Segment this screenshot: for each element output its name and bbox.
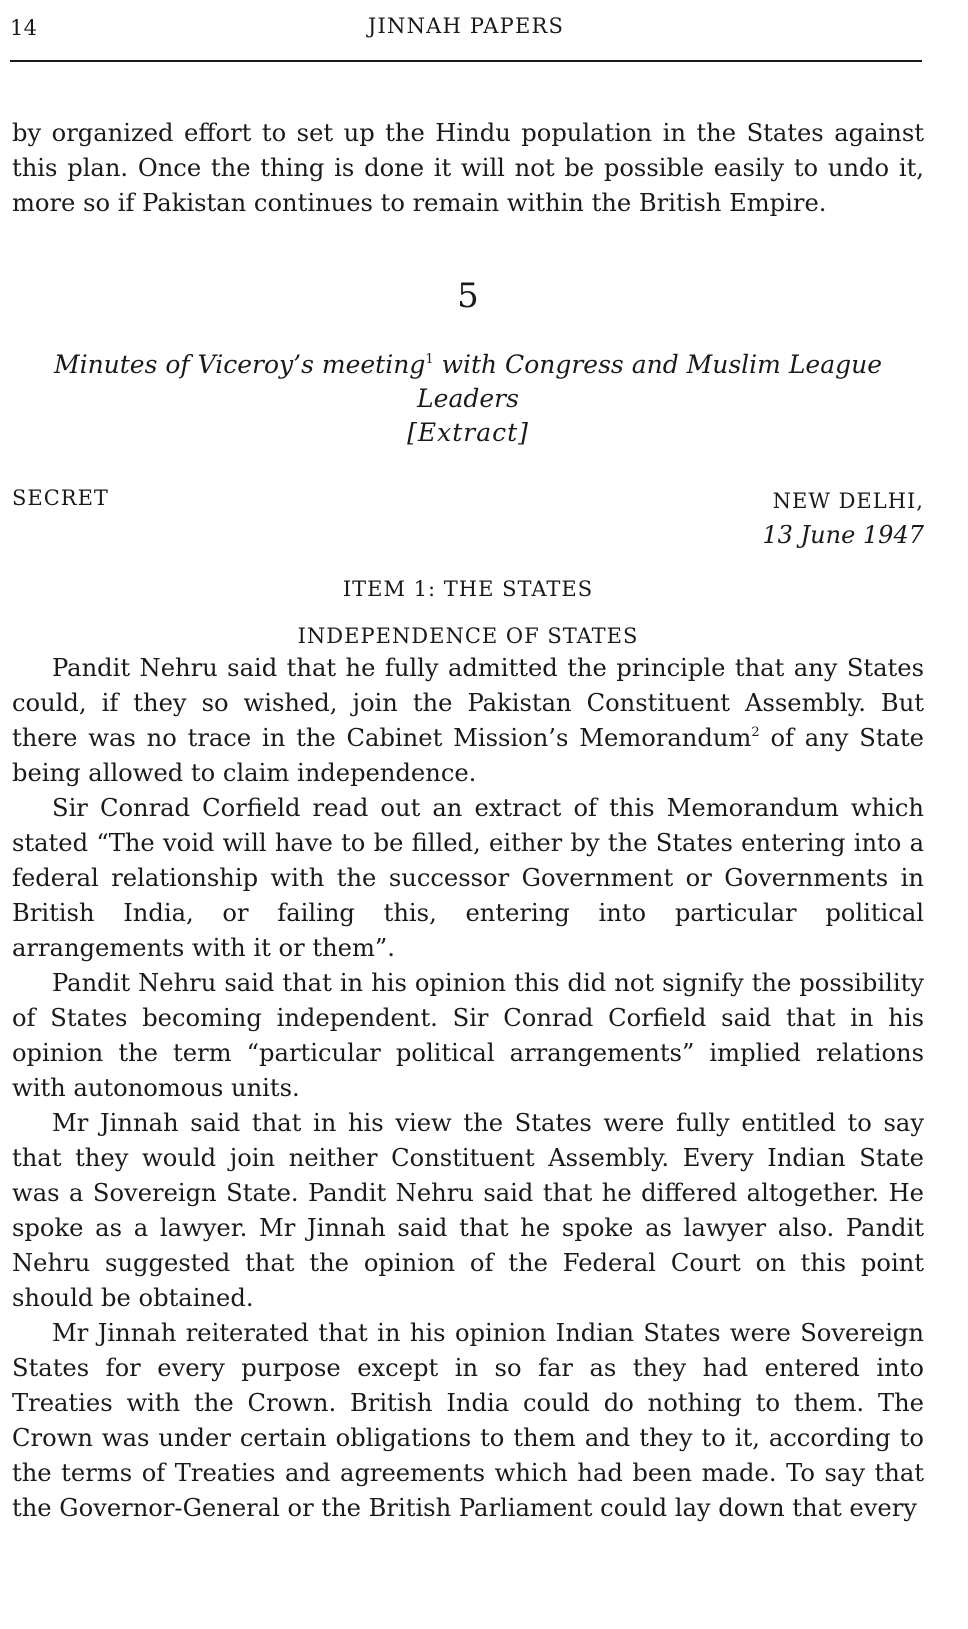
document-meta bbox=[12, 484, 924, 566]
title-footnote-marker: 1 bbox=[425, 352, 434, 367]
header-rule bbox=[10, 60, 922, 62]
document-title bbox=[12, 343, 924, 450]
running-title: JINNAH PAPERS bbox=[367, 14, 565, 38]
page-header bbox=[10, 8, 922, 44]
classification-label: SECRET bbox=[12, 486, 109, 510]
sub-heading: INDEPENDENCE OF STATES bbox=[297, 624, 639, 648]
paragraph-4: Mr Jinnah said that in his view the States were fully entitled to say that they would join neither Constituent Assembly. Every Indian State was a Sovereign State. Pandit Nehru said that he differed altogether. He spoke as a lawyer. Mr Jinnah said that he spoke as lawyer also. Pandit Nehru suggested that the opinion of the Federal Court on this point should be obtained. bbox=[12, 1109, 924, 1312]
paragraph-1-footnote-marker: 2 bbox=[751, 725, 760, 740]
title-text-part2: with Congress and Muslim League Leaders bbox=[417, 350, 883, 413]
page-number: 14 bbox=[10, 16, 38, 40]
place-label: NEW DELHI, bbox=[772, 489, 924, 513]
paragraph-1-text-b: of any State being allowed to claim independence. bbox=[12, 724, 924, 787]
paragraph-1-text-a: Pandit Nehru said that he fully admitted the principle that any States could, if they so wished, join the Pakistan Constituent Assembly. But there was no trace in the Cabinet Mission’s Memorandum bbox=[12, 654, 924, 752]
continuation-paragraph: by organized effort to set up the Hindu population in the States against this plan. Once the thing is done it will not be possible easily to undo it, more so if Pakistan continues to remain within the British Empire. bbox=[12, 119, 924, 217]
item-heading: ITEM 1: THE STATES bbox=[342, 577, 594, 601]
paragraph-1 bbox=[12, 651, 924, 791]
document-number: 5 bbox=[457, 276, 479, 316]
date-label: 13 June 1947 bbox=[762, 521, 924, 549]
title-text-part1: Minutes of Viceroy’s meeting bbox=[53, 350, 426, 379]
page-body bbox=[12, 116, 924, 1526]
paragraph-5: Mr Jinnah reiterated that in his opinion Indian States were Sovereign States for every purpose except in so far as they had entered into Treaties with the Crown. British India could do nothing to them. The Crown was under certain obligations to them and they to it, according to the terms of Treaties and agreements which had been made. To say that the Governor-General or the British Parliament could lay down that every bbox=[12, 1319, 924, 1522]
paragraph-2: Sir Conrad Corfield read out an extract of this Memorandum which stated “The void will have to be filled, either by the States entering into a federal relationship with the successor Government or Governments in British India, or failing this, entering into particular political arrangements with it or them”. bbox=[12, 794, 924, 962]
place-date-block bbox=[762, 484, 924, 552]
paragraph-3: Pandit Nehru said that in his opinion this did not signify the possibility of States becoming independent. Sir Conrad Corfield said that in his opinion the term “particular political arrangements” implied relations with autonomous units. bbox=[12, 969, 924, 1102]
title-extract-label: [Extract] bbox=[407, 418, 529, 447]
